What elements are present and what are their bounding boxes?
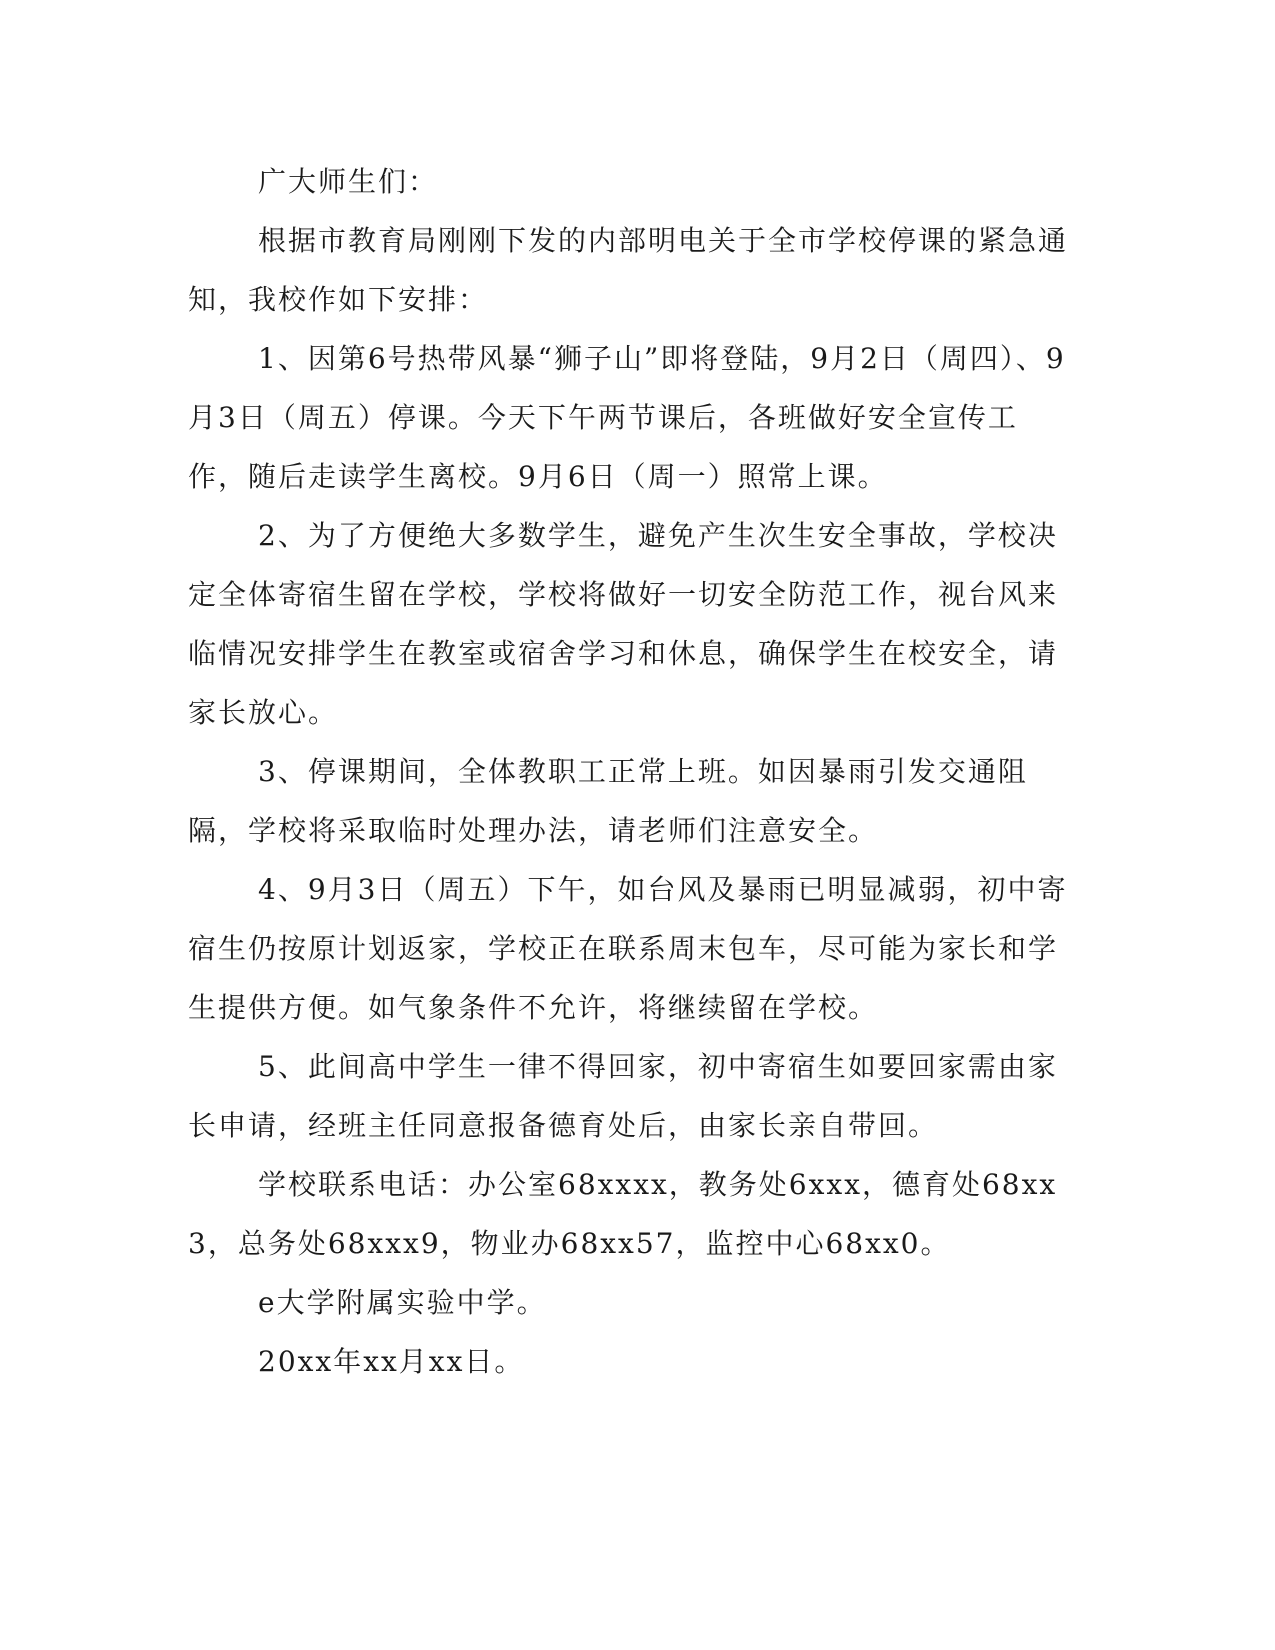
intro-paragraph: 根据市教育局刚刚下发的内部明电关于全市学校停课的紧急通知，我校作如下安排： (188, 224, 1069, 316)
item-5-paragraph: 5、此间高中学生一律不得回家，初中寄宿生如要回家需由家长申请，经班主任同意报备德育处后，由家长亲自带回。 (188, 1050, 1058, 1142)
contact-paragraph: 学校联系电话：办公室68xxxx，教务处6xxx，德育处68xx3，总务处68xxx9，物业办68xx57，监控中心68xx0。 (188, 1168, 1058, 1260)
salutation: 广大师生们： (258, 165, 439, 198)
item-4-paragraph: 4、9月3日（周五）下午，如台风及暴雨已明显减弱，初中寄宿生仍按原计划返家，学校正在联系周末包车，尽可能为家长和学生提供方便。如气象条件不允许，将继续留在学校。 (188, 873, 1068, 1024)
item-2-paragraph: 2、为了方便绝大多数学生，避免产生次生安全事故，学校决定全体寄宿生留在学校，学校将做好一切安全防范工作，视台风来临情况安排学生在教室或宿舍学习和休息，确保学生在校安全，请家长放心。 (188, 519, 1059, 729)
item-1-paragraph: 1、因第6号热带风暴“狮子山”即将登陆，9月2日（周四）、9月3日（周五）停课。今天下午两节课后，各班做好安全宣传工作，随后走读学生离校。9月6日（周一）照常上课。 (188, 342, 1066, 493)
school-signature: e大学附属实验中学。 (258, 1286, 547, 1319)
document-date: 20xx年xx月xx日。 (258, 1345, 525, 1378)
item-3-paragraph: 3、停课期间，全体教职工正常上班。如因暴雨引发交通阻隔，学校将采取临时处理办法，请老师们注意安全。 (188, 755, 1028, 847)
